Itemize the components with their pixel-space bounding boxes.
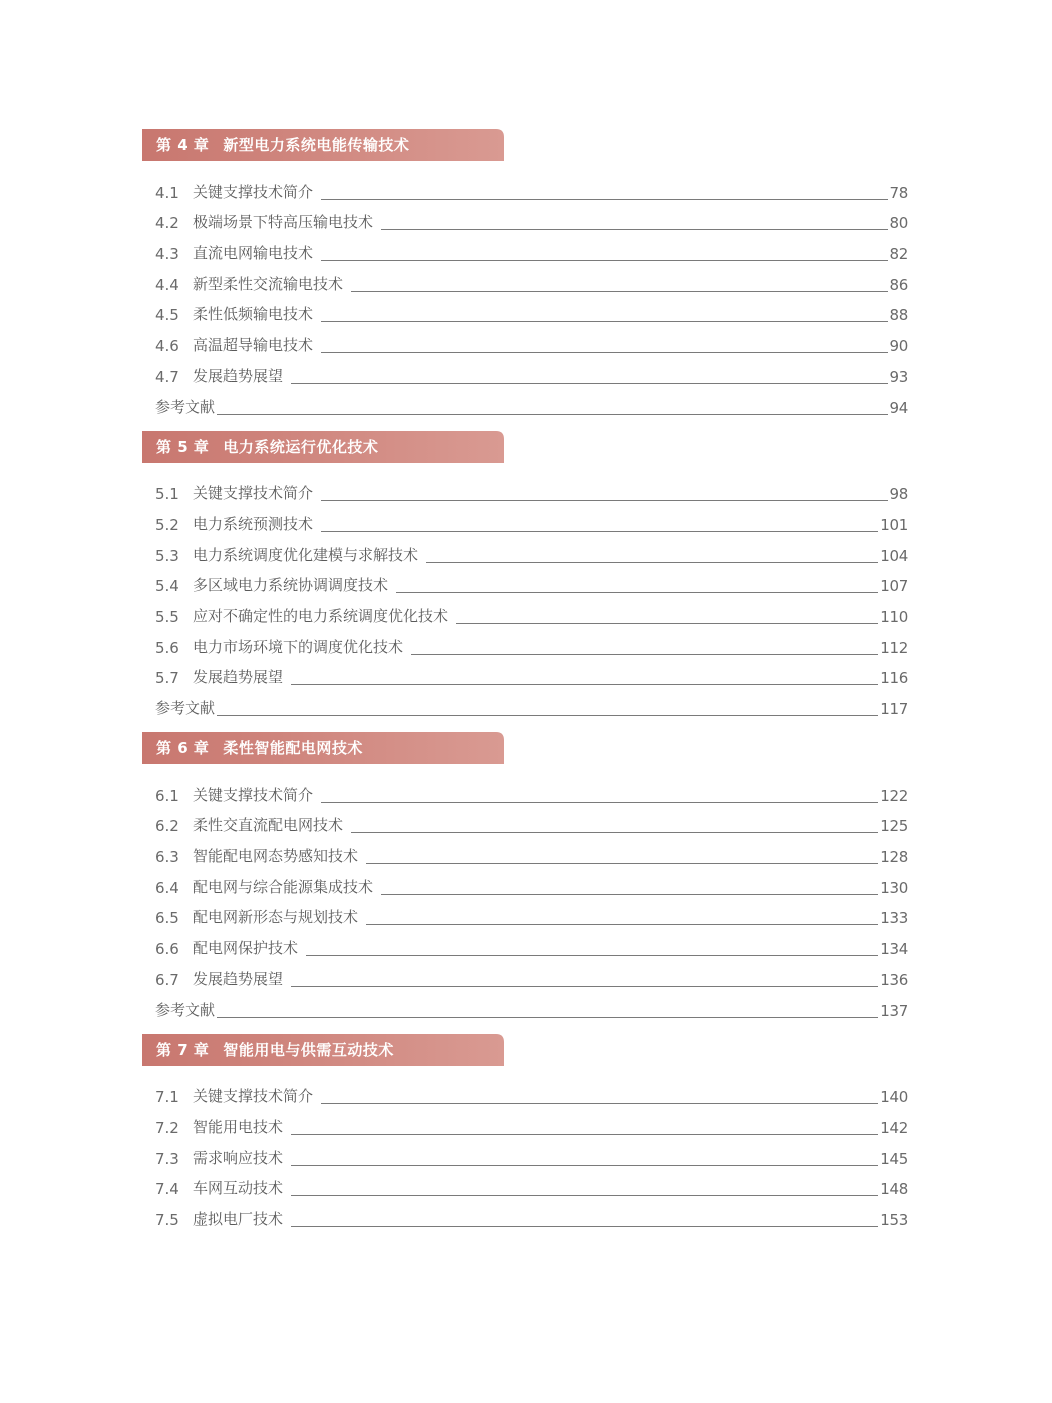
section-title: 配电网新形态与规划技术 <box>193 908 359 927</box>
section-number: 4.3 <box>155 245 179 264</box>
leader-line <box>321 260 887 261</box>
page-number: 93 <box>889 367 908 386</box>
chapter-name: 电力系统运行优化技术 <box>223 437 379 456</box>
toc-entry-references[interactable] <box>142 388 908 419</box>
leader-line <box>217 715 878 716</box>
page-number: 110 <box>880 607 908 626</box>
section-number: 6.3 <box>155 848 179 867</box>
section-title: 发展趋势展望 <box>193 668 284 687</box>
page-number: 88 <box>889 306 908 325</box>
section-number: 7.3 <box>155 1149 179 1168</box>
toc-entry[interactable] <box>142 1108 908 1139</box>
leader-line <box>321 531 878 532</box>
page-number: 153 <box>880 1210 908 1229</box>
page-number: 133 <box>880 909 908 928</box>
section-number: 5.2 <box>155 515 179 534</box>
section-title: 多区域电力系统协调调度技术 <box>193 576 389 595</box>
section-number: 5.7 <box>155 669 179 688</box>
toc-entry[interactable] <box>142 960 908 991</box>
page-number: 94 <box>889 398 908 417</box>
page-number: 104 <box>880 546 908 565</box>
page-number: 145 <box>880 1149 908 1168</box>
section-title: 车网互动技术 <box>193 1179 284 1198</box>
toc-entry[interactable] <box>142 1139 908 1170</box>
chapter-name: 柔性智能配电网技术 <box>223 739 363 757</box>
page-number: 82 <box>889 245 908 264</box>
page-number: 107 <box>880 577 908 596</box>
chapter-header[interactable] <box>142 129 504 161</box>
chapter-title <box>156 732 363 764</box>
toc-entry[interactable] <box>142 204 908 235</box>
chapter-number: 第 6 章 <box>156 739 210 757</box>
page-number: 112 <box>880 638 908 657</box>
leader-line <box>321 802 878 803</box>
leader-line <box>321 352 887 353</box>
toc-entry[interactable] <box>142 173 908 204</box>
leader-line <box>366 863 878 864</box>
page-number: 125 <box>880 817 908 836</box>
leader-line <box>411 654 878 655</box>
section-title: 配电网保护技术 <box>193 939 299 958</box>
section-number: 7.1 <box>155 1088 179 1107</box>
section-title: 柔性低频输电技术 <box>193 305 314 324</box>
page-number: 140 <box>880 1088 908 1107</box>
section-title: 配电网与综合能源集成技术 <box>193 877 374 896</box>
page-number: 137 <box>880 1001 908 1020</box>
section-number: 5.6 <box>155 638 179 657</box>
toc-entry[interactable] <box>142 628 908 659</box>
leader-line <box>306 955 878 956</box>
chapter-number: 第 7 章 <box>156 1040 210 1059</box>
toc-entry[interactable] <box>142 899 908 930</box>
chapter-name: 智能用电与供需互动技术 <box>223 1040 394 1059</box>
chapter-block <box>142 129 908 419</box>
leader-line <box>217 1017 878 1018</box>
toc-entry[interactable] <box>142 807 908 838</box>
chapter-block <box>142 431 908 721</box>
leader-line <box>366 924 878 925</box>
toc-entry[interactable] <box>142 505 908 536</box>
leader-line <box>291 1226 878 1227</box>
toc-entry[interactable] <box>142 868 908 899</box>
toc-entry[interactable] <box>142 929 908 960</box>
section-title: 关键支撑技术简介 <box>193 785 314 804</box>
toc-entry[interactable] <box>142 776 908 807</box>
chapter-name: 新型电力系统电能传输技术 <box>223 136 410 154</box>
section-number: 6.6 <box>155 940 179 959</box>
page-number: 98 <box>889 485 908 504</box>
page-number: 128 <box>880 848 908 867</box>
section-title: 柔性交直流配电网技术 <box>193 816 344 835</box>
toc-entry[interactable] <box>142 597 908 628</box>
chapter-title <box>156 129 409 161</box>
chapter-title <box>156 431 378 463</box>
section-title: 直流电网输电技术 <box>193 244 314 263</box>
page-number: 90 <box>889 337 908 356</box>
leader-line <box>321 500 887 501</box>
leader-line <box>291 1134 878 1135</box>
toc-entry[interactable] <box>142 536 908 567</box>
leader-line <box>426 562 878 563</box>
section-title: 发展趋势展望 <box>193 969 284 988</box>
section-title: 智能用电技术 <box>193 1117 284 1136</box>
page-number: 130 <box>880 878 908 897</box>
toc-entry-references[interactable] <box>142 689 908 720</box>
section-number: 4.6 <box>155 337 179 356</box>
toc-entry[interactable] <box>142 265 908 296</box>
page-number: 101 <box>880 515 908 534</box>
toc-entry[interactable] <box>142 567 908 598</box>
toc-entry[interactable] <box>142 475 908 506</box>
toc-entry[interactable] <box>142 234 908 265</box>
toc-entry[interactable] <box>142 296 908 327</box>
leader-line <box>396 592 878 593</box>
section-title: 需求响应技术 <box>193 1148 284 1167</box>
section-title: 关键支撑技术简介 <box>193 1087 314 1106</box>
leader-line <box>351 832 878 833</box>
chapter-block <box>142 732 908 1022</box>
chapter-number: 第 5 章 <box>156 437 210 456</box>
chapter-header[interactable] <box>142 431 504 463</box>
toc-entry[interactable] <box>142 1078 908 1109</box>
leader-line <box>321 321 887 322</box>
section-title: 电力系统预测技术 <box>193 514 314 533</box>
section-title: 极端场景下特高压输电技术 <box>193 213 374 232</box>
section-number: 6.7 <box>155 970 179 989</box>
section-number: 4.7 <box>155 367 179 386</box>
toc-entry[interactable] <box>142 659 908 690</box>
section-title: 虚拟电厂技术 <box>193 1209 284 1228</box>
section-number: 7.5 <box>155 1210 179 1229</box>
toc-entry[interactable] <box>142 1170 908 1201</box>
chapter-number: 第 4 章 <box>156 136 210 154</box>
section-title: 参考文献 <box>155 1000 216 1019</box>
page-number: 148 <box>880 1180 908 1199</box>
section-number: 6.4 <box>155 878 179 897</box>
toc-entry[interactable] <box>142 837 908 868</box>
leader-line <box>456 623 878 624</box>
section-number: 5.4 <box>155 577 179 596</box>
section-number: 6.1 <box>155 786 179 805</box>
leader-line <box>291 684 878 685</box>
chapter-header[interactable] <box>142 1034 504 1066</box>
section-number: 7.4 <box>155 1180 179 1199</box>
section-number: 5.1 <box>155 485 179 504</box>
section-number: 4.4 <box>155 275 179 294</box>
leader-line <box>351 291 887 292</box>
leader-line <box>291 1165 878 1166</box>
section-number: 4.1 <box>155 183 179 202</box>
leader-line <box>381 894 878 895</box>
page-number: 116 <box>880 669 908 688</box>
section-number: 5.3 <box>155 546 179 565</box>
section-number: 4.2 <box>155 214 179 233</box>
section-title: 智能配电网态势感知技术 <box>193 847 359 866</box>
leader-line <box>321 199 887 200</box>
section-number: 6.5 <box>155 909 179 928</box>
page-number: 142 <box>880 1118 908 1137</box>
leader-line <box>291 986 878 987</box>
page-number: 136 <box>880 970 908 989</box>
section-title: 关键支撑技术简介 <box>193 182 314 201</box>
leader-line <box>291 1195 878 1196</box>
section-number: 4.5 <box>155 306 179 325</box>
table-of-contents <box>142 129 908 1243</box>
leader-line <box>381 229 887 230</box>
section-number: 5.5 <box>155 607 179 626</box>
section-title: 参考文献 <box>155 699 216 717</box>
page-number: 78 <box>889 183 908 202</box>
chapter-block <box>142 1034 908 1231</box>
page-number: 134 <box>880 940 908 959</box>
section-number: 7.2 <box>155 1118 179 1137</box>
section-title: 电力市场环境下的调度优化技术 <box>193 637 404 656</box>
section-title: 关键支撑技术简介 <box>193 484 314 503</box>
page-number: 86 <box>889 275 908 294</box>
chapter-header[interactable] <box>142 732 504 764</box>
section-title: 新型柔性交流输电技术 <box>193 274 344 293</box>
toc-entry-references[interactable] <box>142 991 908 1022</box>
section-title: 高温超导输电技术 <box>193 336 314 355</box>
section-title: 参考文献 <box>155 397 216 416</box>
chapter-title <box>156 1034 394 1066</box>
leader-line <box>321 1103 878 1104</box>
page-number: 122 <box>880 786 908 805</box>
section-title: 发展趋势展望 <box>193 366 284 385</box>
toc-entry[interactable] <box>142 326 908 357</box>
section-title: 电力系统调度优化建模与求解技术 <box>193 545 419 564</box>
toc-entry[interactable] <box>142 1200 908 1231</box>
section-number: 6.2 <box>155 817 179 836</box>
page-number: 117 <box>880 700 908 718</box>
leader-line <box>217 414 887 415</box>
toc-entry[interactable] <box>142 357 908 388</box>
section-title: 应对不确定性的电力系统调度优化技术 <box>193 606 449 625</box>
leader-line <box>291 383 887 384</box>
page-number: 80 <box>889 214 908 233</box>
